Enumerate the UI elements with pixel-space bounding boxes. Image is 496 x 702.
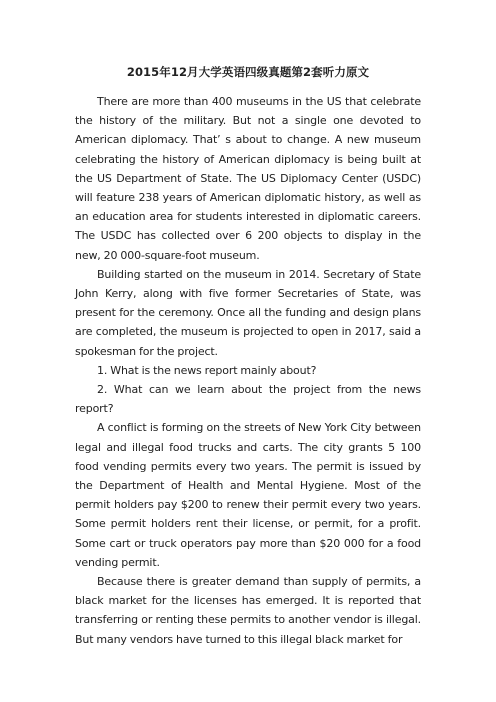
question-1: 1. What is the news report mainly about?	[97, 363, 317, 377]
document-page	[75, 62, 421, 649]
paragraph-museum-intro: There are more than 400 museums in the US that celebrate the history of the military. But not a single one devoted to American diplomacy. That’ s about to change. A new museum celebrating the history of American diplomacy is being built at the US Department of State. The US Diplomacy Center (USDC) will feature 238 years of American diplomatic history, as well as an education area for students interested in diplomatic careers. The USDC has collected over 6 200 objects to display in the new, 20 000-square-foot museum.	[75, 95, 421, 262]
paragraph-black-market: Because there is greater demand than supply of permits, a black market for the licenses has emerged. It is reported that transferring or renting these permits to another vendor is illegal. But many vendors have turned to this illegal black market for	[75, 575, 421, 646]
paragraph-museum-building: Building started on the museum in 2014. Secretary of State John Kerry, along with five former Secretaries of State, was present for the ceremony. Once all the funding and design plans are completed, the museum is projected to open in 2017, said a spokesman for the project.	[75, 267, 421, 358]
paragraph-food-trucks: A conflict is forming on the streets of New York City between legal and illegal food trucks and carts. The city grants 5 100 food vending permits every two years. The permit is issued by the Department of Health and Mental Hygiene. Most of the permit holders pay $200 to renew their permit every two years. Some permit holders rent their license, or permit, for a profit. Some cart or truck operators pay more than $20 000 for a food vending permit.	[75, 421, 421, 569]
document-title: 2015年12月大学英语四级真题第2套听力原文	[126, 65, 370, 79]
question-2: 2. What can we learn about the project from the news report?	[75, 383, 421, 416]
